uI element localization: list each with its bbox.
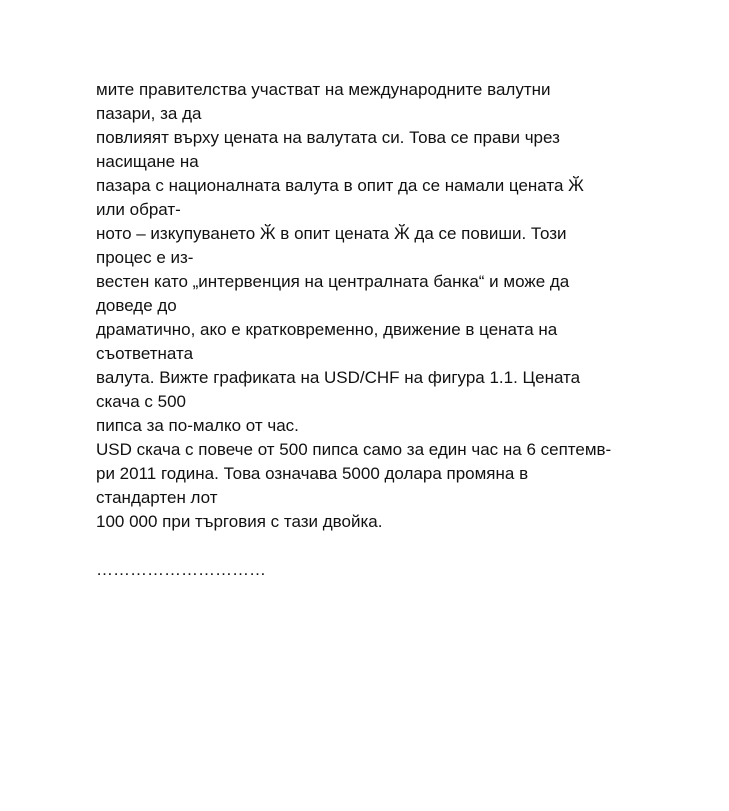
- text-line: 100 000 при търговия с тази двойка.: [96, 512, 383, 531]
- text-line: скача с 500: [96, 392, 187, 411]
- text-line: драматично, ако е кратковременно, движение в цената на: [96, 320, 558, 339]
- text-line: пазари, за да: [96, 104, 202, 123]
- text-line: или обрат-: [96, 200, 181, 219]
- text-line: стандартен лот: [96, 488, 218, 507]
- text-line: ри 2011 година. Това означава 5000 долара промяна в: [96, 464, 529, 483]
- text-line: валута. Вижте графиката на USD/CHF на фигура 1.1. Цената: [96, 368, 581, 387]
- text-line: пипса за по-малко от час.: [96, 416, 299, 435]
- ellipsis-line: …………………………: [96, 560, 266, 579]
- text-line: процес е из-: [96, 248, 194, 267]
- text-line: мите правителства участват на международните валутни: [96, 80, 551, 99]
- text-line: насищане на: [96, 152, 199, 171]
- text-line: повлияят върху цената на валутата си. Това се прави чрез: [96, 128, 560, 147]
- text-line: вестен като „интервенция на централната банка“ и може да: [96, 272, 570, 291]
- text-line: доведе до: [96, 296, 177, 315]
- text-line: ното – изкупуването Ӂ в опит цената Ӂ да се повиши. Този: [96, 224, 567, 243]
- body-text: [96, 78, 656, 582]
- text-line: пазара с националната валута в опит да се намали цената Ӂ: [96, 176, 584, 195]
- text-line: съответната: [96, 344, 194, 363]
- text-line: USD скача с повече от 500 пипса само за един час на 6 септемв-: [96, 440, 612, 459]
- paragraph-spacer: [96, 534, 656, 558]
